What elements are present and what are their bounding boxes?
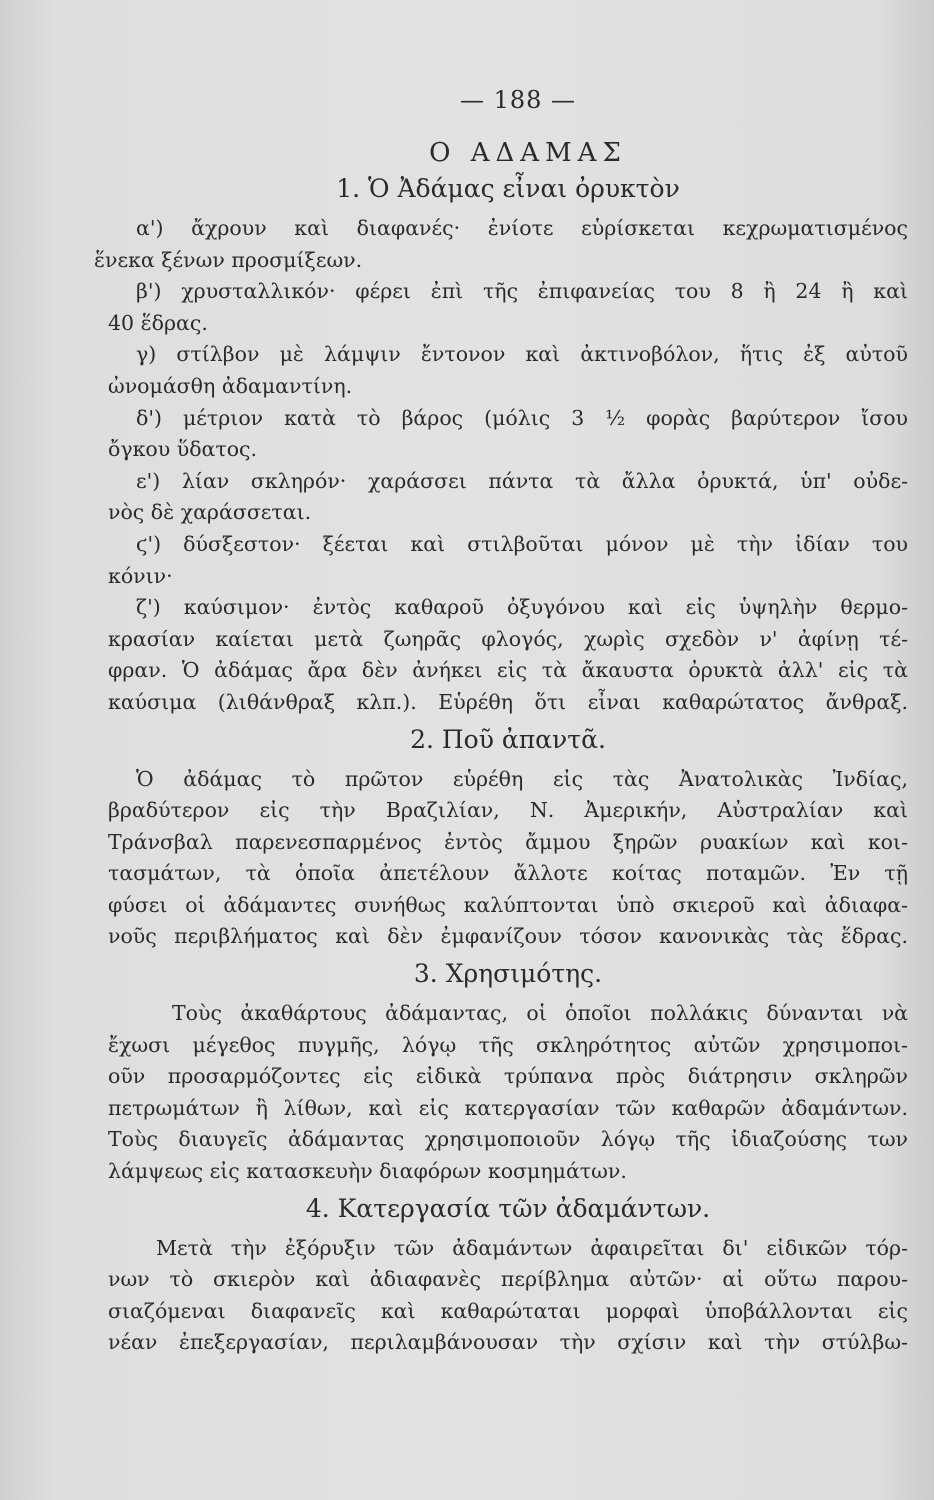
text-line: κρασίαν καίεται μετὰ ζωηρᾶς φλογός, χωρὶς σχεδὸν ν' ἀφίνῃ τέ-	[108, 626, 908, 651]
text-line: δ') μέτριον κατὰ τὸ βάρος (μόλις 3 ½ φορὰς βαρύτερον ἴσου	[136, 405, 908, 430]
text-line: ϛ') δύσξεστον· ξέεται καὶ στιλβοῦται μόνον μὲ τὴν ἰδίαν του	[136, 531, 908, 556]
text-line: Τοὺς διαυγεῖς ἀδάμαντας χρησιμοποιοῦν λόγῳ τῆς ἰδιαζούσης των	[108, 1127, 908, 1152]
text-line: 40 ἕδρας.	[108, 310, 208, 335]
text-line: κόνιν·	[108, 563, 173, 588]
text-line: γ) στίλβον μὲ λάμψιν ἔντονον καὶ ἀκτινοβόλον, ἥτις ἐξ αὐτοῦ	[136, 342, 908, 367]
text-line: ὠνομάσθη ἀδαμαντίνη.	[108, 373, 353, 398]
section-body-1	[94, 213, 908, 719]
text-line: ζ') καύσιμον· ἐντὸς καθαροῦ ὀξυγόνου καὶ εἰς ὑψηλὴν θερμο-	[136, 595, 908, 620]
chapter-title: Ο ΑΔΑΜΑΣ	[429, 138, 627, 168]
text-line: ἔχωσι μέγεθος πυγμῆς, λόγῳ τῆς σκληρότητος αὐτῶν χρησιμοποι-	[108, 1032, 908, 1057]
text-line: α') ἄχρουν καὶ διαφανές· ἐνίοτε εὑρίσκεται κεχρωματισμένος	[136, 216, 908, 240]
text-line: καύσιμα (λιθάνθραξ κλπ.). Εὑρέθη ὅτι εἶναι καθαρώτατος ἄνθραξ.	[108, 689, 908, 714]
text-line: νων τὸ σκιερὸν καὶ ἀδιαφανὲς περίβλημα αὐτῶν· αἱ οὕτω παρου-	[108, 1267, 908, 1292]
section-heading-1: 1. Ὁ Ἀδάμας εἶναι ὀρυκτὸν	[336, 174, 680, 203]
text-line: φραν. Ὁ ἀδάμας ἄρα δὲν ἀνήκει εἰς τὰ ἄκαυστα ὀρυκτὰ ἀλλ' εἰς τὰ	[108, 658, 908, 683]
text-line: σιαζόμεναι διαφανεῖς καὶ καθαρώταται μορφαὶ ὑποβάλλονται εἰς	[108, 1298, 908, 1323]
text-line: λάμψεως εἰς κατασκευὴν διαφόρων κοσμημάτων.	[108, 1159, 627, 1184]
page-number: — 188 —	[459, 86, 577, 114]
section-heading-2: 2. Ποῦ ἀπαντᾶ.	[410, 724, 606, 754]
text-line: φύσει οἱ ἀδάμαντες συνήθως καλύπτονται ὑπὸ σκιεροῦ καὶ ἀδιαφα-	[108, 892, 908, 917]
text-line: νοῦς περιβλήματος καὶ δὲν ἐμφανίζουν τόσον κανονικὰς τὰς ἕδρας.	[108, 924, 908, 949]
text-line: τασμάτων, τὰ ὁποῖα ἀπετέλουν ἄλλοτε κοίτας ποταμῶν. Ἐν τῇ	[108, 861, 908, 886]
section-body-2	[108, 764, 908, 954]
text-line: ὄγκου ὕδατος.	[108, 437, 258, 462]
text-line: β') χρυσταλλικόν· φέρει ἐπὶ τῆς ἐπιφανείας του 8 ἢ 24 ἢ καὶ	[136, 279, 908, 304]
page-content	[94, 86, 908, 1359]
text-line: πετρωμάτων ἢ λίθων, καὶ εἰς κατεργασίαν τῶν καθαρῶν ἀδαμάντων.	[108, 1095, 908, 1120]
text-line: Τοὺς ἀκαθάρτους ἀδάμαντας, οἱ ὁποῖοι πολλάκις δύνανται νὰ	[172, 1001, 908, 1026]
section-heading-3: 3. Χρησιμότης.	[413, 959, 603, 989]
text-line: Μετὰ τὴν ἐξόρυξιν τῶν ἀδαμάντων ἀφαιρεῖται δι' εἰδικῶν τόρ-	[156, 1235, 908, 1260]
section-body-3	[108, 998, 908, 1188]
text-line: ἕνεκα ξένων προσμίξεων.	[94, 247, 363, 272]
section-body-4	[108, 1233, 908, 1359]
section-heading-4: 4. Κατεργασία τῶν ἀδαμάντων.	[305, 1193, 711, 1223]
text-line: βραδύτερον εἰς τὴν Βραζιλίαν, Ν. Ἀμερικήν, Αὐστραλίαν καὶ	[108, 798, 908, 823]
text-line: Ὁ ἀδάμας τὸ πρῶτον εὑρέθη εἰς τὰς Ἀνατολικὰς Ἰνδίας,	[136, 766, 908, 791]
text-line: νέαν ἐπεξεργασίαν, περιλαμβάνουσαν τὴν σχίσιν καὶ τὴν στύλβω-	[108, 1330, 908, 1355]
text-line: Τράνσβαλ παρενεσπαρμένος ἐντὸς ἄμμου ξηρῶν ρυακίων καὶ κοι-	[108, 829, 908, 854]
text-line: οῦν προσαρμόζοντες εἰς εἰδικὰ τρύπανα πρὸς διάτρησιν σκληρῶν	[108, 1064, 908, 1089]
text-line: νὸς δὲ χαράσσεται.	[108, 500, 312, 525]
text-line: ε') λίαν σκληρόν· χαράσσει πάντα τὰ ἄλλα ὀρυκτά, ὑπ' οὐδε-	[136, 468, 908, 493]
